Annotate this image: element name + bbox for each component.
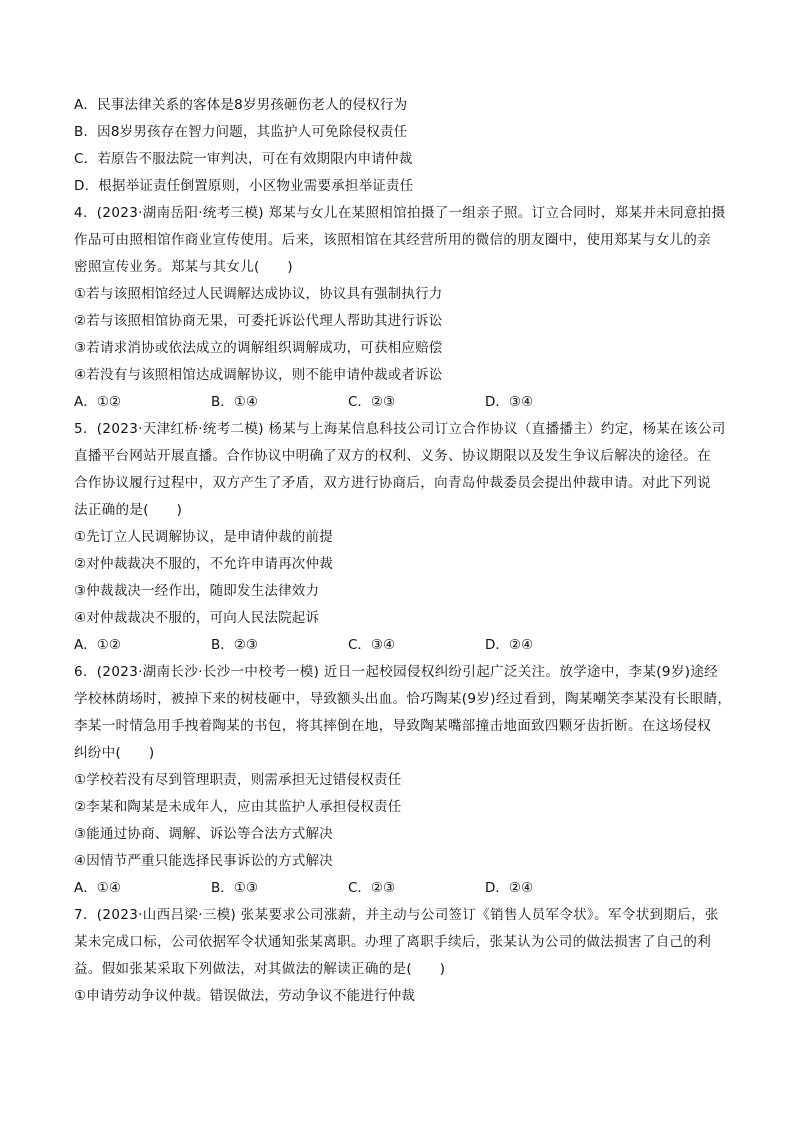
q4-item-2: ②若与该照相馆协商无果，可委托诉讼代理人帮助其进行诉讼 <box>74 313 443 329</box>
page-content <box>74 92 732 1010</box>
q5-choice-a: A．①② <box>74 637 121 653</box>
q3-option-b: B．因8岁男孩存在智力问题，其监护人可免除侵权责任 <box>74 124 408 140</box>
q4-choice-a: A．①② <box>74 394 121 410</box>
q6-stem-line: 学校林荫场时，被掉下来的树枝砸中，导致额头出血。恰巧陶某(9岁)经过看到，陶某嘲笑李某没有长眼睛， <box>74 691 732 707</box>
q6-choice-b: B．①③ <box>211 880 258 896</box>
q6-stem-line: 6．(2023·湖南长沙·长沙一中校考一模) 近日一起校园侵权纠纷引起广泛关注。放学途中，李某(9岁)途经 <box>74 664 719 680</box>
q5-stem <box>74 416 724 524</box>
q6-item-2: ②李某和陶某是未成年人，应由其监护人承担侵权责任 <box>74 799 402 815</box>
q5-item-3: ③仲裁裁决一经作出，随即发生法律效力 <box>74 583 320 599</box>
q6-choice-d: D．②④ <box>485 880 534 896</box>
q4-stem <box>74 200 724 281</box>
q6-item-1: ①学校若没有尽到管理职责，则需承担无过错侵权责任 <box>74 772 402 788</box>
q6-choice-c: C．②③ <box>348 880 396 896</box>
q7-stem-line: 某未完成口标，公司依据军令状通知张某离职。办理了离职手续后，张某认为公司的做法损害了自己的利 <box>74 934 712 950</box>
q5-stem-line: 5．(2023·天津红桥·统考二模) 杨某与上海某信息科技公司订立合作协议（直播播主）约定，杨某在该公司 <box>74 421 726 437</box>
q4-stem-line: 4．(2023·湖南岳阳·统考三模) 郑某与女儿在某照相馆拍摄了一组亲子照。订立合同时，郑某并未同意拍摄 <box>74 205 726 221</box>
q5-stem-line: 直播平台网站开展直播。合作协议中明确了双方的权利、义务、协议期限以及发生争议后解决的途径。在 <box>74 448 712 464</box>
q3-option-c: C．若原告不服法院一审判决，可在有效期限内申请仲裁 <box>74 151 413 167</box>
q3-option-a: A．民事法律关系的客体是8岁男孩砸伤老人的侵权行为 <box>74 97 408 113</box>
q4-item-4: ④若没有与该照相馆达成调解协议，则不能申请仲裁或者诉讼 <box>74 367 443 383</box>
q7-stem-line: 益。假如张某采取下列做法，对其做法的解读正确的是( ) <box>74 961 446 977</box>
q5-stem-line: 法正确的是( ) <box>74 502 183 518</box>
q4-choice-c: C．②③ <box>348 394 396 410</box>
q5-item-1: ①先订立人民调解协议，是申请仲裁的前提 <box>74 529 333 545</box>
q4-choices <box>74 389 724 416</box>
q5-stem-line: 合作协议履行过程中，双方产生了矛盾，双方进行协商后，向青岛仲裁委员会提出仲裁申请。对此下列说 <box>74 475 712 491</box>
q6-choice-a: A．①④ <box>74 880 121 896</box>
q4-item-1: ①若与该照相馆经过人民调解达成协议，协议具有强制执行力 <box>74 286 443 302</box>
q3-option-d: D．根据举证责任倒置原则，小区物业需要承担举证责任 <box>74 178 414 194</box>
q6-item-3: ③能通过协商、调解、诉讼等合法方式解决 <box>74 826 333 842</box>
q5-choice-d: D．②④ <box>485 637 534 653</box>
q4-choice-b: B．①④ <box>211 394 258 410</box>
q7-stem-line: 7．(2023·山西吕梁·三模) 张某要求公司涨薪，并主动与公司签订《销售人员军令状》。军令状到期后，张 <box>74 907 719 923</box>
q5-choices <box>74 632 724 659</box>
q5-item-4: ④对仲裁裁决不服的，可向人民法院起诉 <box>74 610 320 626</box>
question-4 <box>74 200 724 416</box>
q4-choice-d: D．③④ <box>485 394 534 410</box>
q4-item-3: ③若请求消协或依法成立的调解组织调解成功，可获相应赔偿 <box>74 340 443 356</box>
q5-item-2: ②对仲裁裁决不服的，不允许申请再次仲裁 <box>74 556 333 572</box>
question-6 <box>74 659 732 902</box>
question-7 <box>74 902 724 1010</box>
q6-choices <box>74 875 724 902</box>
q5-choice-b: B．②③ <box>211 637 258 653</box>
q6-item-4: ④因情节严重只能选择民事诉讼的方式解决 <box>74 853 333 869</box>
q6-stem-line: 李某一时情急用手拽着陶某的书包，将其摔倒在地，导致陶某嘴部撞击地面致四颗牙齿折断。在这场侵权 <box>74 718 712 734</box>
q7-item-1: ①申请劳动争议仲裁。错误做法，劳动争议不能进行仲裁 <box>74 988 416 1004</box>
q4-stem-line: 密照宣传业务。郑某与其女儿( ) <box>74 259 293 275</box>
q6-stem-line: 纠纷中( ) <box>74 745 155 761</box>
q5-choice-c: C．③④ <box>348 637 396 653</box>
q4-stem-line: 作品可由照相馆作商业宣传使用。后来，该照相馆在其经营所用的微信的朋友圈中，使用郑某与女儿的亲 <box>74 232 712 248</box>
q6-stem <box>74 659 732 767</box>
question-3-options <box>74 92 724 200</box>
q7-stem <box>74 902 724 983</box>
question-5 <box>74 416 724 659</box>
